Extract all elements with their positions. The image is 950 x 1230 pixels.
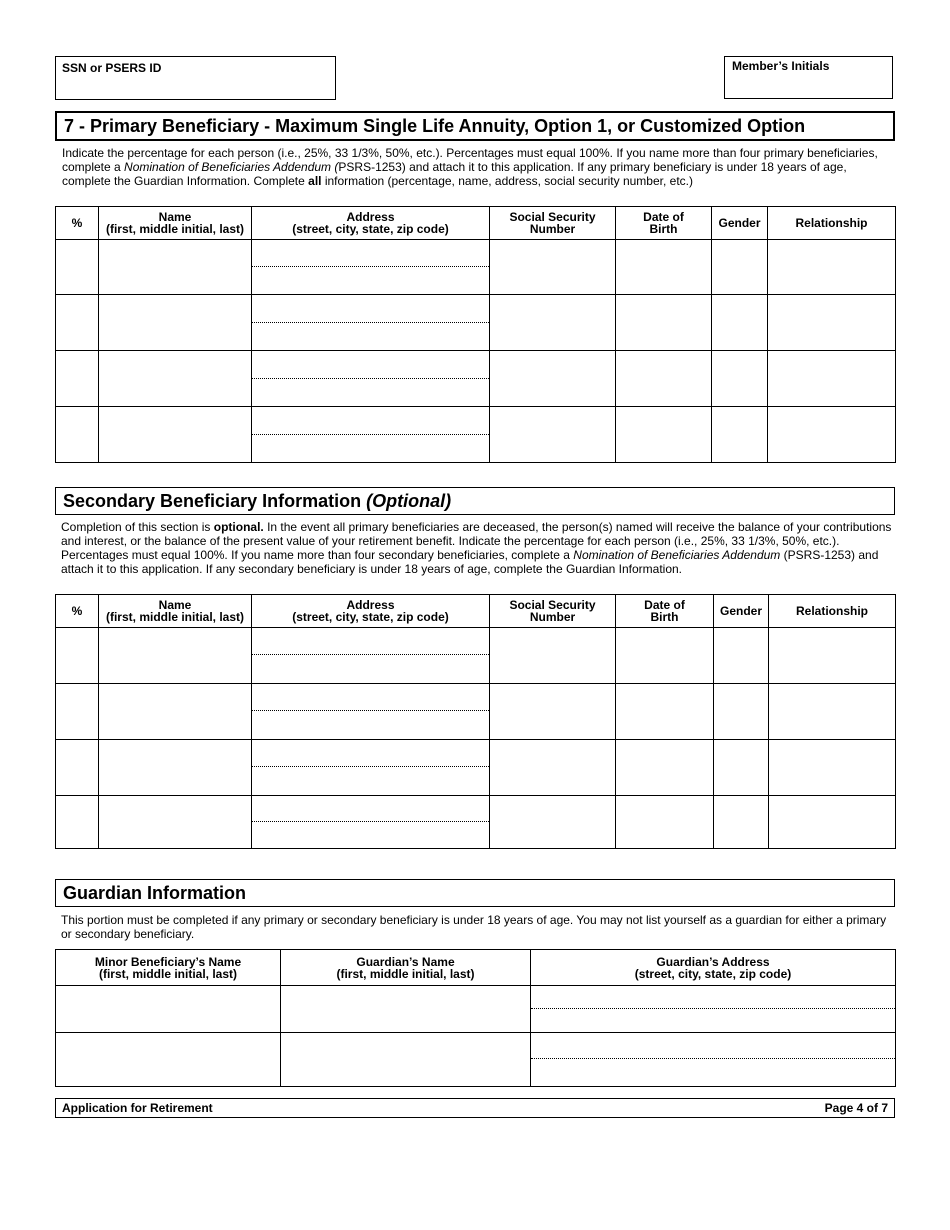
percent-cell[interactable] [56, 407, 99, 463]
table-row [56, 628, 896, 684]
col-ssn: Social Security Number [490, 207, 616, 240]
relationship-cell[interactable] [768, 407, 896, 463]
secondary-beneficiary-table [55, 594, 896, 849]
name-cell[interactable] [99, 684, 252, 740]
gender-cell[interactable] [712, 295, 768, 351]
col-address: Address (street, city, state, zip code) [252, 595, 490, 628]
relationship-cell[interactable] [769, 796, 896, 849]
address-cell[interactable] [252, 628, 490, 684]
dob-cell[interactable] [616, 240, 712, 295]
percent-cell[interactable] [56, 684, 99, 740]
guardian-address-cell[interactable] [531, 986, 896, 1033]
minor-name-cell[interactable] [56, 1033, 281, 1087]
address-cell[interactable] [252, 684, 490, 740]
address-cell[interactable] [252, 240, 490, 295]
guardian-instructions: This portion must be completed if any primary or secondary beneficiary is under 18 years of age. You may not list yourself as a guardian for either a primary or secondary beneficiary. [61, 913, 887, 941]
ssn-cell[interactable] [490, 628, 616, 684]
gender-cell[interactable] [712, 407, 768, 463]
ssn-label: SSN or PSERS ID [62, 61, 162, 75]
secondary-header-row [56, 595, 896, 628]
col-dob: Date of Birth [616, 595, 714, 628]
col-gender: Gender [712, 207, 768, 240]
dob-cell[interactable] [616, 740, 714, 796]
percent-cell[interactable] [56, 295, 99, 351]
gender-cell[interactable] [714, 684, 769, 740]
name-cell[interactable] [99, 295, 252, 351]
table-row [56, 407, 896, 463]
table-row [56, 740, 896, 796]
primary-beneficiary-table [55, 206, 896, 463]
gender-cell[interactable] [712, 351, 768, 407]
optional-tag: (Optional) [366, 490, 452, 511]
relationship-cell[interactable] [769, 684, 896, 740]
dob-cell[interactable] [616, 407, 712, 463]
ssn-cell[interactable] [490, 684, 616, 740]
name-cell[interactable] [99, 740, 252, 796]
primary-instructions: Indicate the percentage for each person (i.e., 25%, 33 1/3%, 50%, etc.). Percentages must equal 100%. If you name more than four primary beneficiaries, complete a Nomination of Beneficiaries Addendum (PSRS-1253) and attach it to this application. If any primary beneficiary is under 18 years of age, complete the Guardian Information. Complete all information (percentage, name, address, social security number, etc.) [62, 146, 878, 188]
name-cell[interactable] [99, 628, 252, 684]
guardian-address-cell[interactable] [531, 1033, 896, 1087]
address-cell[interactable] [252, 407, 490, 463]
footer-form-title: Application for Retirement [62, 1101, 213, 1115]
secondary-section-title: Secondary Beneficiary Information (Optional) [55, 487, 895, 515]
address-cell[interactable] [252, 351, 490, 407]
percent-cell[interactable] [56, 740, 99, 796]
col-minor-name: Minor Beneficiary’s Name (first, middle initial, last) [56, 950, 281, 986]
table-row [56, 684, 896, 740]
col-relationship: Relationship [769, 595, 896, 628]
ssn-cell[interactable] [490, 740, 616, 796]
gender-cell[interactable] [714, 740, 769, 796]
percent-cell[interactable] [56, 628, 99, 684]
gender-cell[interactable] [714, 628, 769, 684]
dob-cell[interactable] [616, 628, 714, 684]
ssn-cell[interactable] [490, 407, 616, 463]
minor-name-cell[interactable] [56, 986, 281, 1033]
ssn-cell[interactable] [490, 796, 616, 849]
relationship-cell[interactable] [768, 295, 896, 351]
table-row [56, 986, 896, 1033]
percent-cell[interactable] [56, 240, 99, 295]
gender-cell[interactable] [714, 796, 769, 849]
col-name: Name (first, middle initial, last) [99, 595, 252, 628]
table-row [56, 295, 896, 351]
relationship-cell[interactable] [768, 240, 896, 295]
primary-section-title: 7 - Primary Beneficiary - Maximum Single Life Annuity, Option 1, or Customized Option [55, 111, 895, 141]
address-cell[interactable] [252, 740, 490, 796]
col-gender: Gender [714, 595, 769, 628]
relationship-cell[interactable] [769, 628, 896, 684]
guardian-name-cell[interactable] [281, 1033, 531, 1087]
table-row [56, 1033, 896, 1087]
address-cell[interactable] [252, 796, 490, 849]
col-address: Address (street, city, state, zip code) [252, 207, 490, 240]
ssn-cell[interactable] [490, 240, 616, 295]
ssn-field[interactable] [55, 56, 336, 100]
dob-cell[interactable] [616, 796, 714, 849]
members-initials-field[interactable] [724, 56, 893, 99]
table-row [56, 351, 896, 407]
col-guardian-name: Guardian’s Name (first, middle initial, last) [281, 950, 531, 986]
members-initials-label: Member’s Initials [732, 59, 830, 73]
col-relationship: Relationship [768, 207, 896, 240]
dob-cell[interactable] [616, 295, 712, 351]
relationship-cell[interactable] [768, 351, 896, 407]
dob-cell[interactable] [616, 351, 712, 407]
col-percent: % [56, 207, 99, 240]
guardian-header-row [56, 950, 896, 986]
gender-cell[interactable] [712, 240, 768, 295]
table-row [56, 240, 896, 295]
col-ssn: Social Security Number [490, 595, 616, 628]
name-cell[interactable] [99, 351, 252, 407]
secondary-instructions: Completion of this section is optional. In the event all primary beneficiaries are deceased, the person(s) named will receive the balance of your contributions and interest, or the balance of the present value of your retirement benefit. Indicate the percentage for each person (i.e., 25%, 33 1/3%, 50%, etc.). Percentages must equal 100%. If you name more than four secondary beneficiaries, complete a Nomination of Beneficiaries Addendum (PSRS-1253) and attach it to this application. If any secondary beneficiary is under 18 years of age, complete the Guardian Information. [61, 520, 892, 576]
col-percent: % [56, 595, 99, 628]
col-name: Name (first, middle initial, last) [99, 207, 252, 240]
percent-cell[interactable] [56, 796, 99, 849]
table-row [56, 796, 896, 849]
percent-cell[interactable] [56, 351, 99, 407]
name-cell[interactable] [99, 796, 252, 849]
relationship-cell[interactable] [769, 740, 896, 796]
guardian-name-cell[interactable] [281, 986, 531, 1033]
page-footer [55, 1098, 895, 1118]
ssn-cell[interactable] [490, 351, 616, 407]
dob-cell[interactable] [616, 684, 714, 740]
guardian-table [55, 949, 896, 1087]
page-number: Page 4 of 7 [824, 1101, 888, 1115]
col-guardian-address: Guardian’s Address (street, city, state, zip code) [531, 950, 896, 986]
address-cell[interactable] [252, 295, 490, 351]
guardian-section-title: Guardian Information [55, 879, 895, 907]
ssn-cell[interactable] [490, 295, 616, 351]
col-dob: Date of Birth [616, 207, 712, 240]
name-cell[interactable] [99, 240, 252, 295]
primary-header-row [56, 207, 896, 240]
name-cell[interactable] [99, 407, 252, 463]
